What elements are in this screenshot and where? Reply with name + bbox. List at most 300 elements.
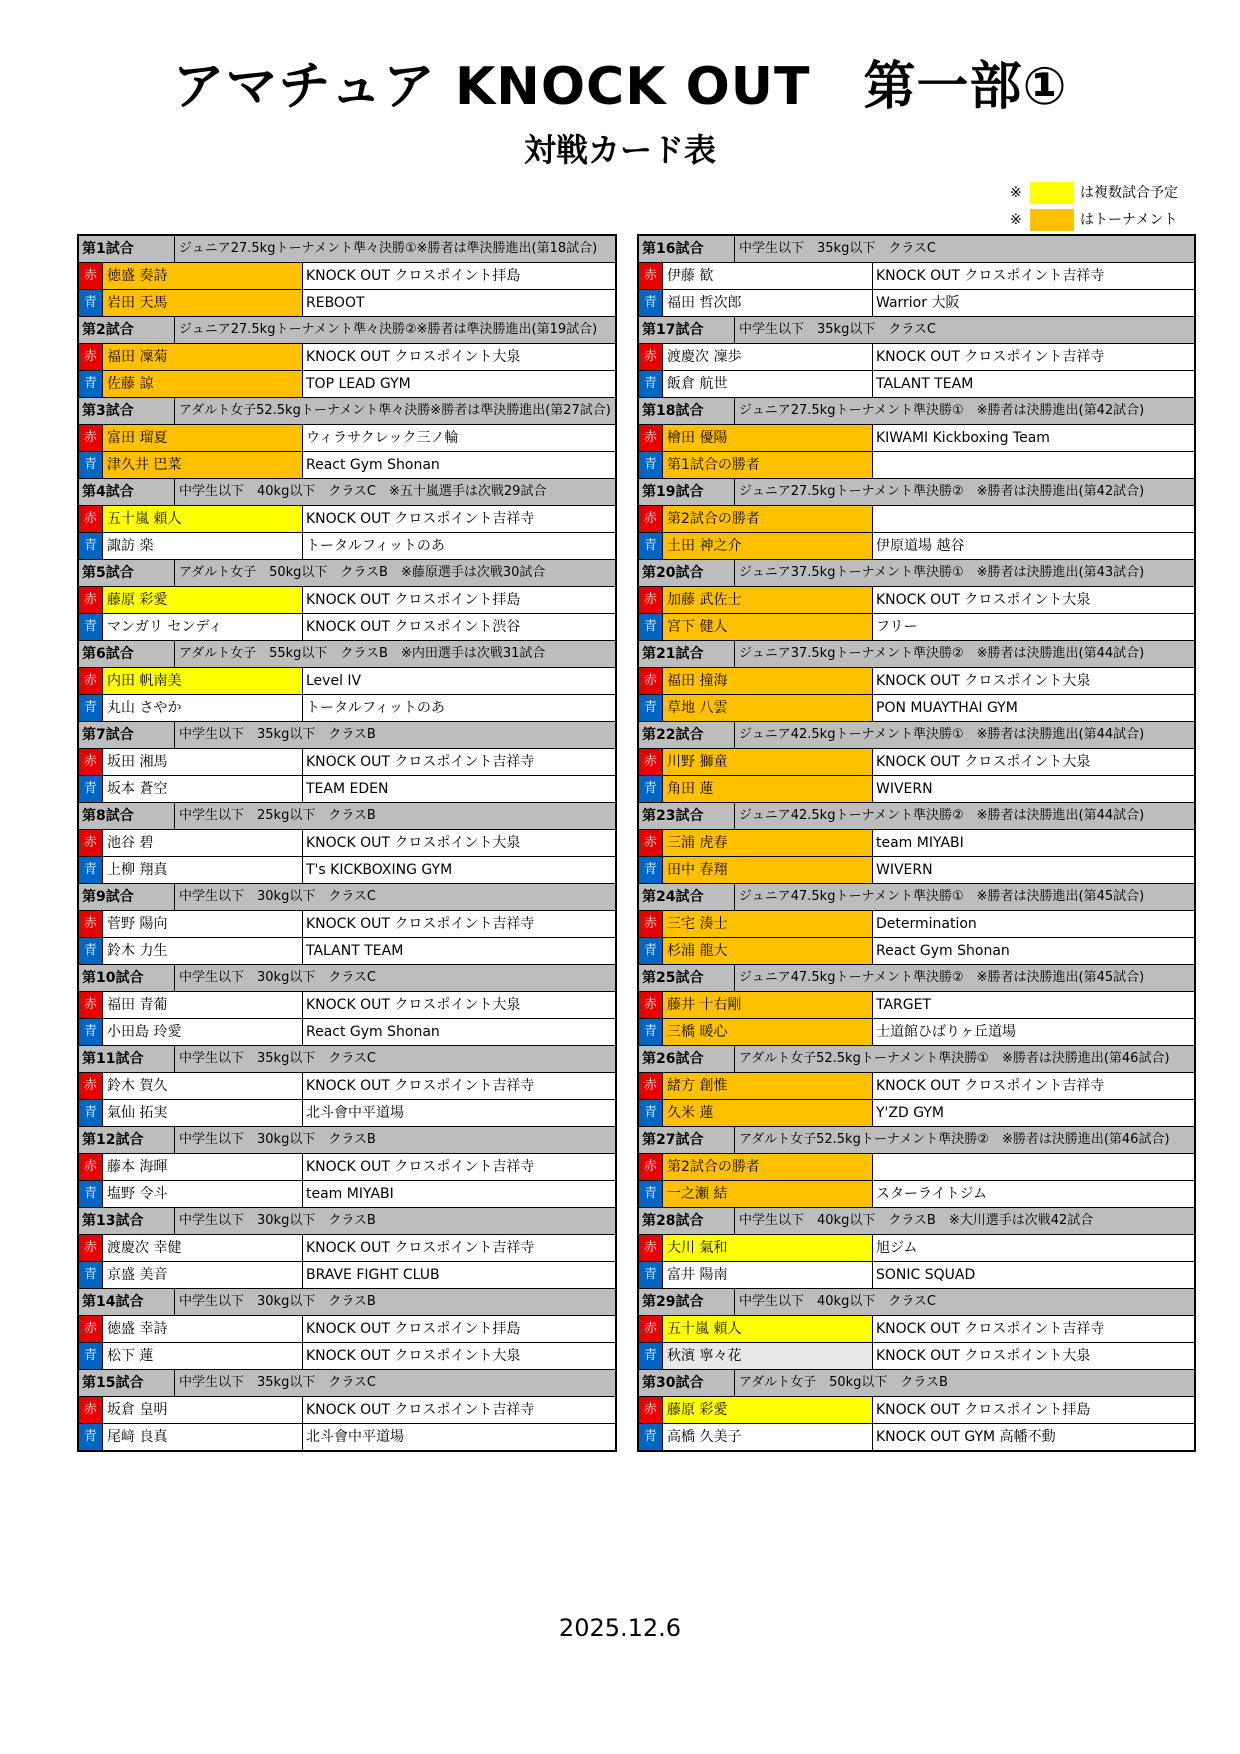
fighter-name: マンガリ センディ	[103, 614, 303, 640]
fighter-name: 富井 陽南	[663, 1262, 873, 1288]
red-corner-label: 赤	[79, 830, 103, 856]
bout-description: ジュニア27.5kgトーナメント準々決勝①※勝者は準決勝進出(第18試合)	[179, 241, 598, 256]
bout-description: 中学生以下 40kg以下 クラスC	[739, 1294, 937, 1309]
bout-header-row	[79, 884, 615, 911]
red-corner-label: 赤	[639, 749, 663, 775]
event-date: 2025.12.6	[558, 1614, 682, 1642]
bout-number: 第11試合	[79, 1046, 175, 1072]
fighter-gym: TOP LEAD GYM	[306, 376, 411, 392]
bout-description: 中学生以下 40kg以下 クラスB ※大川選手は次戦42試合	[739, 1213, 1094, 1228]
blue-corner-label: 青	[639, 1100, 663, 1126]
fighter-gym: React Gym Shonan	[306, 457, 440, 473]
bout-description: 中学生以下 30kg以下 クラスB	[179, 1213, 376, 1228]
bout-number: 第27試合	[639, 1127, 735, 1153]
bout-number: 第3試合	[79, 398, 175, 424]
bout-header-row	[639, 722, 1194, 749]
blue-corner-label: 青	[639, 290, 663, 316]
fighter-name: 鈴木 賀久	[103, 1073, 303, 1099]
red-corner-label: 赤	[79, 1154, 103, 1180]
fighter-name: 塩野 令斗	[103, 1181, 303, 1207]
bout-description: ジュニア27.5kgトーナメント準決勝① ※勝者は決勝進出(第42試合)	[739, 403, 1145, 418]
bout-header-row	[79, 398, 615, 425]
fighter-name: 杉浦 龍大	[663, 938, 873, 964]
bout-number: 第29試合	[639, 1289, 735, 1315]
bout-description: アダルト女子 50kg以下 クラスB ※藤原選手は次戦30試合	[179, 565, 546, 580]
legend-text: は複数試合予定	[1080, 185, 1178, 201]
blue-corner-row	[79, 1019, 615, 1046]
fighter-gym: team MIYABI	[876, 835, 964, 851]
bout-number: 第22試合	[639, 722, 735, 748]
fighter-name: 福田 凜菊	[103, 344, 303, 370]
bout-number: 第6試合	[79, 641, 175, 667]
fighter-gym: トータルフィットのあ	[306, 700, 445, 716]
blue-corner-label: 青	[79, 371, 103, 397]
fighter-name: 福田 哲次郎	[663, 290, 873, 316]
bout-number: 第9試合	[79, 884, 175, 910]
blue-corner-label: 青	[639, 1262, 663, 1288]
blue-corner-label: 青	[79, 1424, 103, 1450]
fighter-name: 草地 八雲	[663, 695, 873, 721]
bout-header-row	[639, 398, 1194, 425]
fighter-name: 氣仙 拓実	[103, 1100, 303, 1126]
fighter-gym: KNOCK OUT クロスポイント吉祥寺	[876, 1321, 1105, 1337]
fighter-gym: BRAVE FIGHT CLUB	[306, 1267, 440, 1283]
bout-number: 第16試合	[639, 236, 735, 262]
fighter-name: 諏訪 楽	[103, 533, 303, 559]
fighter-gym: 士道館ひばりヶ丘道場	[876, 1024, 1016, 1040]
fighter-gym: KNOCK OUT クロスポイント吉祥寺	[876, 349, 1105, 365]
fighter-name: 角田 蓮	[663, 776, 873, 802]
bout-description: 中学生以下 30kg以下 クラスC	[179, 889, 377, 904]
fighter-gym: SONIC SQUAD	[876, 1267, 976, 1283]
blue-corner-row	[639, 1424, 1194, 1450]
blue-corner-label: 青	[639, 371, 663, 397]
red-corner-label: 赤	[79, 344, 103, 370]
blue-corner-row	[639, 452, 1194, 479]
fighter-name: 尾﨑 良真	[103, 1424, 303, 1450]
fighter-gym: KNOCK OUT クロスポイント吉祥寺	[306, 916, 535, 932]
fighter-gym: TEAM EDEN	[306, 781, 389, 797]
blue-corner-row	[79, 938, 615, 965]
red-corner-row	[79, 263, 615, 290]
red-corner-row	[639, 587, 1194, 614]
fighter-gym: KNOCK OUT クロスポイント拝島	[306, 592, 521, 608]
bout-description: 中学生以下 35kg以下 クラスC	[739, 322, 937, 337]
bout-number: 第10試合	[79, 965, 175, 991]
fighter-name: 久米 蓮	[663, 1100, 873, 1126]
blue-corner-row	[639, 857, 1194, 884]
blue-corner-label: 青	[79, 614, 103, 640]
red-corner-row	[79, 1316, 615, 1343]
bout-number: 第1試合	[79, 236, 175, 262]
bout-description: 中学生以下 30kg以下 クラスC	[179, 970, 377, 985]
blue-corner-label: 青	[79, 776, 103, 802]
fighter-gym: 伊原道場 越谷	[876, 538, 965, 554]
blue-corner-row	[79, 533, 615, 560]
bout-description: ジュニア47.5kgトーナメント準決勝② ※勝者は決勝進出(第45試合)	[739, 970, 1145, 985]
bout-header-row	[79, 317, 615, 344]
fighter-gym: KNOCK OUT クロスポイント吉祥寺	[876, 268, 1105, 284]
bout-table-left	[77, 234, 617, 1452]
fighter-gym: Determination	[876, 916, 977, 932]
fighter-gym: 北斗會中平道場	[306, 1105, 404, 1121]
blue-corner-label: 青	[79, 1019, 103, 1045]
red-corner-row	[79, 830, 615, 857]
fighter-gym: ウィラサクレック三ノ輪	[306, 430, 459, 446]
bout-header-row	[639, 1046, 1194, 1073]
fighter-gym: WIVERN	[876, 862, 933, 878]
blue-corner-row	[639, 1262, 1194, 1289]
bout-header-row	[79, 479, 615, 506]
page-subtitle: 対戦カード表	[523, 131, 716, 169]
red-corner-row	[79, 506, 615, 533]
red-corner-row	[639, 992, 1194, 1019]
bout-number: 第15試合	[79, 1370, 175, 1396]
fighter-gym: スターライトジム	[876, 1186, 988, 1202]
bout-header-row	[79, 641, 615, 668]
red-corner-row	[79, 911, 615, 938]
fighter-name: 徳盛 幸詩	[103, 1316, 303, 1342]
blue-corner-label: 青	[79, 695, 103, 721]
fighter-gym: KNOCK OUT クロスポイント拝島	[306, 268, 521, 284]
bout-description: ジュニア27.5kgトーナメント準々決勝②※勝者は準決勝進出(第19試合)	[179, 322, 598, 337]
bout-description: アダルト女子52.5kgトーナメント準決勝② ※勝者は決勝進出(第46試合)	[739, 1132, 1170, 1147]
red-corner-label: 赤	[639, 1316, 663, 1342]
red-corner-row	[79, 425, 615, 452]
red-corner-label: 赤	[79, 1073, 103, 1099]
blue-corner-label: 青	[79, 857, 103, 883]
red-corner-label: 赤	[639, 1235, 663, 1261]
fighter-name: 京盛 美音	[103, 1262, 303, 1288]
fighter-name: 緒方 創惟	[663, 1073, 873, 1099]
red-corner-label: 赤	[79, 425, 103, 451]
fighter-gym: フリー	[876, 619, 918, 635]
blue-corner-row	[79, 695, 615, 722]
fighter-name: 福田 青葡	[103, 992, 303, 1018]
blue-corner-row	[639, 1343, 1194, 1370]
fighter-name: 富田 瑠夏	[103, 425, 303, 451]
fighter-gym: team MIYABI	[306, 1186, 394, 1202]
bout-description: ジュニア37.5kgトーナメント準決勝① ※勝者は決勝進出(第43試合)	[739, 565, 1145, 580]
bout-number: 第30試合	[639, 1370, 735, 1396]
bout-description: 中学生以下 40kg以下 クラスC ※五十嵐選手は次戦29試合	[179, 484, 547, 499]
legend-text: はトーナメント	[1080, 212, 1178, 228]
fighter-name: 松下 蓮	[103, 1343, 303, 1369]
fighter-name: 三浦 虎春	[663, 830, 873, 856]
red-corner-label: 赤	[639, 344, 663, 370]
bout-description: 中学生以下 30kg以下 クラスB	[179, 1294, 376, 1309]
fighter-name: 高橋 久美子	[663, 1424, 873, 1450]
fighter-name: 丸山 さやか	[103, 695, 303, 721]
red-corner-label: 赤	[79, 992, 103, 1018]
blue-corner-label: 青	[79, 1343, 103, 1369]
bout-description: ジュニア27.5kgトーナメント準決勝② ※勝者は決勝進出(第42試合)	[739, 484, 1145, 499]
red-corner-row	[639, 1397, 1194, 1424]
red-corner-label: 赤	[79, 1235, 103, 1261]
bout-number: 第23試合	[639, 803, 735, 829]
blue-corner-label: 青	[79, 290, 103, 316]
blue-corner-label: 青	[79, 452, 103, 478]
fighter-name: 伊藤 歓	[663, 263, 873, 289]
fighter-name: 津久井 巴菜	[103, 452, 303, 478]
fighter-name: 五十嵐 頼人	[103, 506, 303, 532]
red-corner-row	[639, 263, 1194, 290]
legend-swatch-orange	[1030, 209, 1074, 231]
fighter-gym: Y'ZD GYM	[876, 1105, 945, 1121]
fighter-gym: KNOCK OUT クロスポイント拝島	[306, 1321, 521, 1337]
legend-mark: ※	[1010, 212, 1022, 228]
bout-number: 第18試合	[639, 398, 735, 424]
fighter-name: 池谷 碧	[103, 830, 303, 856]
bout-number: 第28試合	[639, 1208, 735, 1234]
blue-corner-label: 青	[639, 1424, 663, 1450]
bout-description: 中学生以下 35kg以下 クラスC	[739, 241, 937, 256]
fighter-name: 小田島 玲愛	[103, 1019, 303, 1045]
red-corner-label: 赤	[639, 425, 663, 451]
bout-description: 中学生以下 30kg以下 クラスB	[179, 1132, 376, 1147]
blue-corner-label: 青	[79, 938, 103, 964]
red-corner-label: 赤	[79, 1316, 103, 1342]
red-corner-label: 赤	[639, 668, 663, 694]
bout-number: 第5試合	[79, 560, 175, 586]
bout-number: 第13試合	[79, 1208, 175, 1234]
red-corner-row	[79, 587, 615, 614]
fighter-gym: KNOCK OUT クロスポイント渋谷	[306, 619, 521, 635]
blue-corner-row	[639, 614, 1194, 641]
bout-header-row	[79, 1208, 615, 1235]
fighter-gym: KNOCK OUT クロスポイント大泉	[876, 1348, 1091, 1364]
bout-header-row	[79, 1046, 615, 1073]
fighter-gym	[873, 452, 1194, 478]
fighter-gym: TALANT TEAM	[876, 376, 974, 392]
bout-header-row	[639, 803, 1194, 830]
fighter-gym: T's KICKBOXING GYM	[306, 862, 453, 878]
bout-description: アダルト女子52.5kgトーナメント準々決勝※勝者は準決勝進出(第27試合)	[179, 403, 611, 418]
fighter-gym: KNOCK OUT クロスポイント吉祥寺	[306, 754, 535, 770]
red-corner-row	[79, 668, 615, 695]
fighter-name: 加藤 武佐士	[663, 587, 873, 613]
red-corner-label: 赤	[79, 506, 103, 532]
blue-corner-row	[79, 1424, 615, 1450]
red-corner-label: 赤	[639, 1154, 663, 1180]
blue-corner-row	[639, 938, 1194, 965]
red-corner-row	[79, 1235, 615, 1262]
fighter-name: 一之瀬 結	[663, 1181, 873, 1207]
fighter-gym: React Gym Shonan	[306, 1024, 440, 1040]
fighter-name: 徳盛 奏詩	[103, 263, 303, 289]
fighter-gym: KNOCK OUT クロスポイント大泉	[306, 349, 521, 365]
blue-corner-row	[639, 695, 1194, 722]
red-corner-row	[79, 992, 615, 1019]
bout-number: 第26試合	[639, 1046, 735, 1072]
blue-corner-label: 青	[79, 1100, 103, 1126]
fighter-name: 第1試合の勝者	[663, 452, 873, 478]
bout-header-row	[639, 1208, 1194, 1235]
blue-corner-row	[639, 776, 1194, 803]
red-corner-label: 赤	[639, 830, 663, 856]
red-corner-row	[639, 1316, 1194, 1343]
fighter-name: 田中 春翔	[663, 857, 873, 883]
red-corner-label: 赤	[639, 506, 663, 532]
bout-description: ジュニア42.5kgトーナメント準決勝① ※勝者は決勝進出(第44試合)	[739, 727, 1145, 742]
bout-header-row	[639, 641, 1194, 668]
bout-header-row	[79, 1127, 615, 1154]
blue-corner-row	[79, 371, 615, 398]
red-corner-row	[639, 1235, 1194, 1262]
bout-description: ジュニア47.5kgトーナメント準決勝① ※勝者は決勝進出(第45試合)	[739, 889, 1145, 904]
blue-corner-label: 青	[639, 1343, 663, 1369]
fighter-name: 佐藤 諒	[103, 371, 303, 397]
fighter-name: 藤原 彩愛	[103, 587, 303, 613]
red-corner-label: 赤	[639, 587, 663, 613]
red-corner-row	[79, 1397, 615, 1424]
blue-corner-label: 青	[79, 1262, 103, 1288]
bout-header-row	[639, 1127, 1194, 1154]
bout-description: 中学生以下 35kg以下 クラスB	[179, 727, 376, 742]
red-corner-label: 赤	[79, 1397, 103, 1423]
bout-number: 第17試合	[639, 317, 735, 343]
blue-corner-row	[79, 776, 615, 803]
bout-description: ジュニア42.5kgトーナメント準決勝② ※勝者は決勝進出(第44試合)	[739, 808, 1145, 823]
bout-number: 第7試合	[79, 722, 175, 748]
fighter-name: 土田 神之介	[663, 533, 873, 559]
bout-header-row	[79, 560, 615, 587]
fighter-gym: KNOCK OUT クロスポイント吉祥寺	[306, 511, 535, 527]
red-corner-row	[639, 911, 1194, 938]
fighter-name: 藤原 彩愛	[663, 1397, 873, 1423]
fighter-gym: KNOCK OUT クロスポイント吉祥寺	[306, 1240, 535, 1256]
fighter-name: 五十嵐 頼人	[663, 1316, 873, 1342]
fighter-gym: KNOCK OUT クロスポイント大泉	[306, 835, 521, 851]
fighter-name: 藤本 海暉	[103, 1154, 303, 1180]
bout-header-row	[79, 1370, 615, 1397]
blue-corner-row	[79, 452, 615, 479]
blue-corner-row	[79, 857, 615, 884]
bout-description: 中学生以下 25kg以下 クラスB	[179, 808, 376, 823]
fighter-gym: KNOCK OUT クロスポイント大泉	[876, 592, 1091, 608]
red-corner-row	[79, 1154, 615, 1181]
red-corner-row	[639, 1154, 1194, 1181]
fighter-name: 第2試合の勝者	[663, 506, 873, 532]
fighter-gym: KNOCK OUT GYM 高幡不動	[876, 1429, 1056, 1445]
red-corner-row	[639, 830, 1194, 857]
bout-header-row	[639, 1370, 1194, 1397]
bout-header-row	[639, 1289, 1194, 1316]
bout-description: アダルト女子 55kg以下 クラスB ※内田選手は次戦31試合	[179, 646, 546, 661]
fighter-name: 宮下 健人	[663, 614, 873, 640]
bout-description: ジュニア37.5kgトーナメント準決勝② ※勝者は決勝進出(第44試合)	[739, 646, 1145, 661]
bout-number: 第19試合	[639, 479, 735, 505]
fighter-name: 渡慶次 幸健	[103, 1235, 303, 1261]
blue-corner-label: 青	[639, 1181, 663, 1207]
red-corner-row	[639, 749, 1194, 776]
blue-corner-row	[79, 1262, 615, 1289]
blue-corner-row	[639, 1181, 1194, 1208]
blue-corner-label: 青	[639, 776, 663, 802]
fighter-gym: KNOCK OUT クロスポイント大泉	[306, 997, 521, 1013]
fighter-gym: トータルフィットのあ	[306, 538, 445, 554]
bout-table-right	[637, 234, 1196, 1452]
bout-number: 第14試合	[79, 1289, 175, 1315]
blue-corner-row	[639, 533, 1194, 560]
legend-swatch-yellow	[1030, 182, 1074, 204]
blue-corner-label: 青	[639, 614, 663, 640]
fighter-gym: REBOOT	[306, 295, 365, 311]
blue-corner-label: 青	[639, 1019, 663, 1045]
blue-corner-row	[79, 1343, 615, 1370]
red-corner-label: 赤	[639, 992, 663, 1018]
fighter-gym: KNOCK OUT クロスポイント吉祥寺	[306, 1159, 535, 1175]
fighter-gym	[873, 1154, 1194, 1180]
bout-description: 中学生以下 35kg以下 クラスC	[179, 1051, 377, 1066]
red-corner-label: 赤	[79, 911, 103, 937]
fighter-name: 坂倉 皇明	[103, 1397, 303, 1423]
blue-corner-label: 青	[639, 938, 663, 964]
fighter-name: 大川 氣和	[663, 1235, 873, 1261]
blue-corner-label: 青	[79, 1181, 103, 1207]
blue-corner-label: 青	[639, 857, 663, 883]
blue-corner-row	[79, 290, 615, 317]
fighter-name: 福田 撞海	[663, 668, 873, 694]
fighter-name: 上柳 翔真	[103, 857, 303, 883]
bout-header-row	[639, 560, 1194, 587]
red-corner-label: 赤	[639, 911, 663, 937]
blue-corner-row	[639, 290, 1194, 317]
bout-header-row	[79, 236, 615, 263]
fighter-gym: WIVERN	[876, 781, 933, 797]
red-corner-row	[639, 506, 1194, 533]
red-corner-row	[79, 344, 615, 371]
fighter-gym: Level IV	[306, 673, 362, 689]
fighter-gym: KNOCK OUT クロスポイント大泉	[876, 673, 1091, 689]
red-corner-row	[639, 668, 1194, 695]
bout-header-row	[639, 965, 1194, 992]
fighter-gym: KNOCK OUT クロスポイント吉祥寺	[876, 1078, 1105, 1094]
bout-header-row	[639, 236, 1194, 263]
fighter-name: 菅野 陽向	[103, 911, 303, 937]
blue-corner-label: 青	[639, 533, 663, 559]
red-corner-row	[639, 1073, 1194, 1100]
red-corner-label: 赤	[79, 263, 103, 289]
bout-number: 第24試合	[639, 884, 735, 910]
fighter-gym: 旭ジム	[876, 1240, 918, 1256]
bout-number: 第4試合	[79, 479, 175, 505]
fighter-gym: TALANT TEAM	[306, 943, 404, 959]
bout-description: アダルト女子52.5kgトーナメント準決勝① ※勝者は決勝進出(第46試合)	[739, 1051, 1170, 1066]
fighter-gym: KIWAMI Kickboxing Team	[876, 430, 1050, 446]
fighter-gym: KNOCK OUT クロスポイント拝島	[876, 1402, 1091, 1418]
fighter-name: 三橋 暖心	[663, 1019, 873, 1045]
fighter-name: 藤井 十右剛	[663, 992, 873, 1018]
bout-header-row	[639, 884, 1194, 911]
bout-header-row	[79, 803, 615, 830]
fighter-name: 第2試合の勝者	[663, 1154, 873, 1180]
bout-header-row	[639, 317, 1194, 344]
fighter-gym	[873, 506, 1194, 532]
red-corner-label: 赤	[79, 749, 103, 775]
bout-description: アダルト女子 50kg以下 クラスB	[739, 1375, 948, 1390]
fighter-name: 坂本 蒼空	[103, 776, 303, 802]
blue-corner-row	[639, 1100, 1194, 1127]
red-corner-row	[79, 1073, 615, 1100]
fighter-gym: React Gym Shonan	[876, 943, 1010, 959]
red-corner-label: 赤	[79, 587, 103, 613]
blue-corner-row	[79, 1181, 615, 1208]
red-corner-row	[639, 344, 1194, 371]
page-title: アマチュア KNOCK OUT 第一部①	[172, 57, 1068, 117]
fighter-gym: KNOCK OUT クロスポイント大泉	[876, 754, 1091, 770]
fighter-name: 坂田 湘馬	[103, 749, 303, 775]
